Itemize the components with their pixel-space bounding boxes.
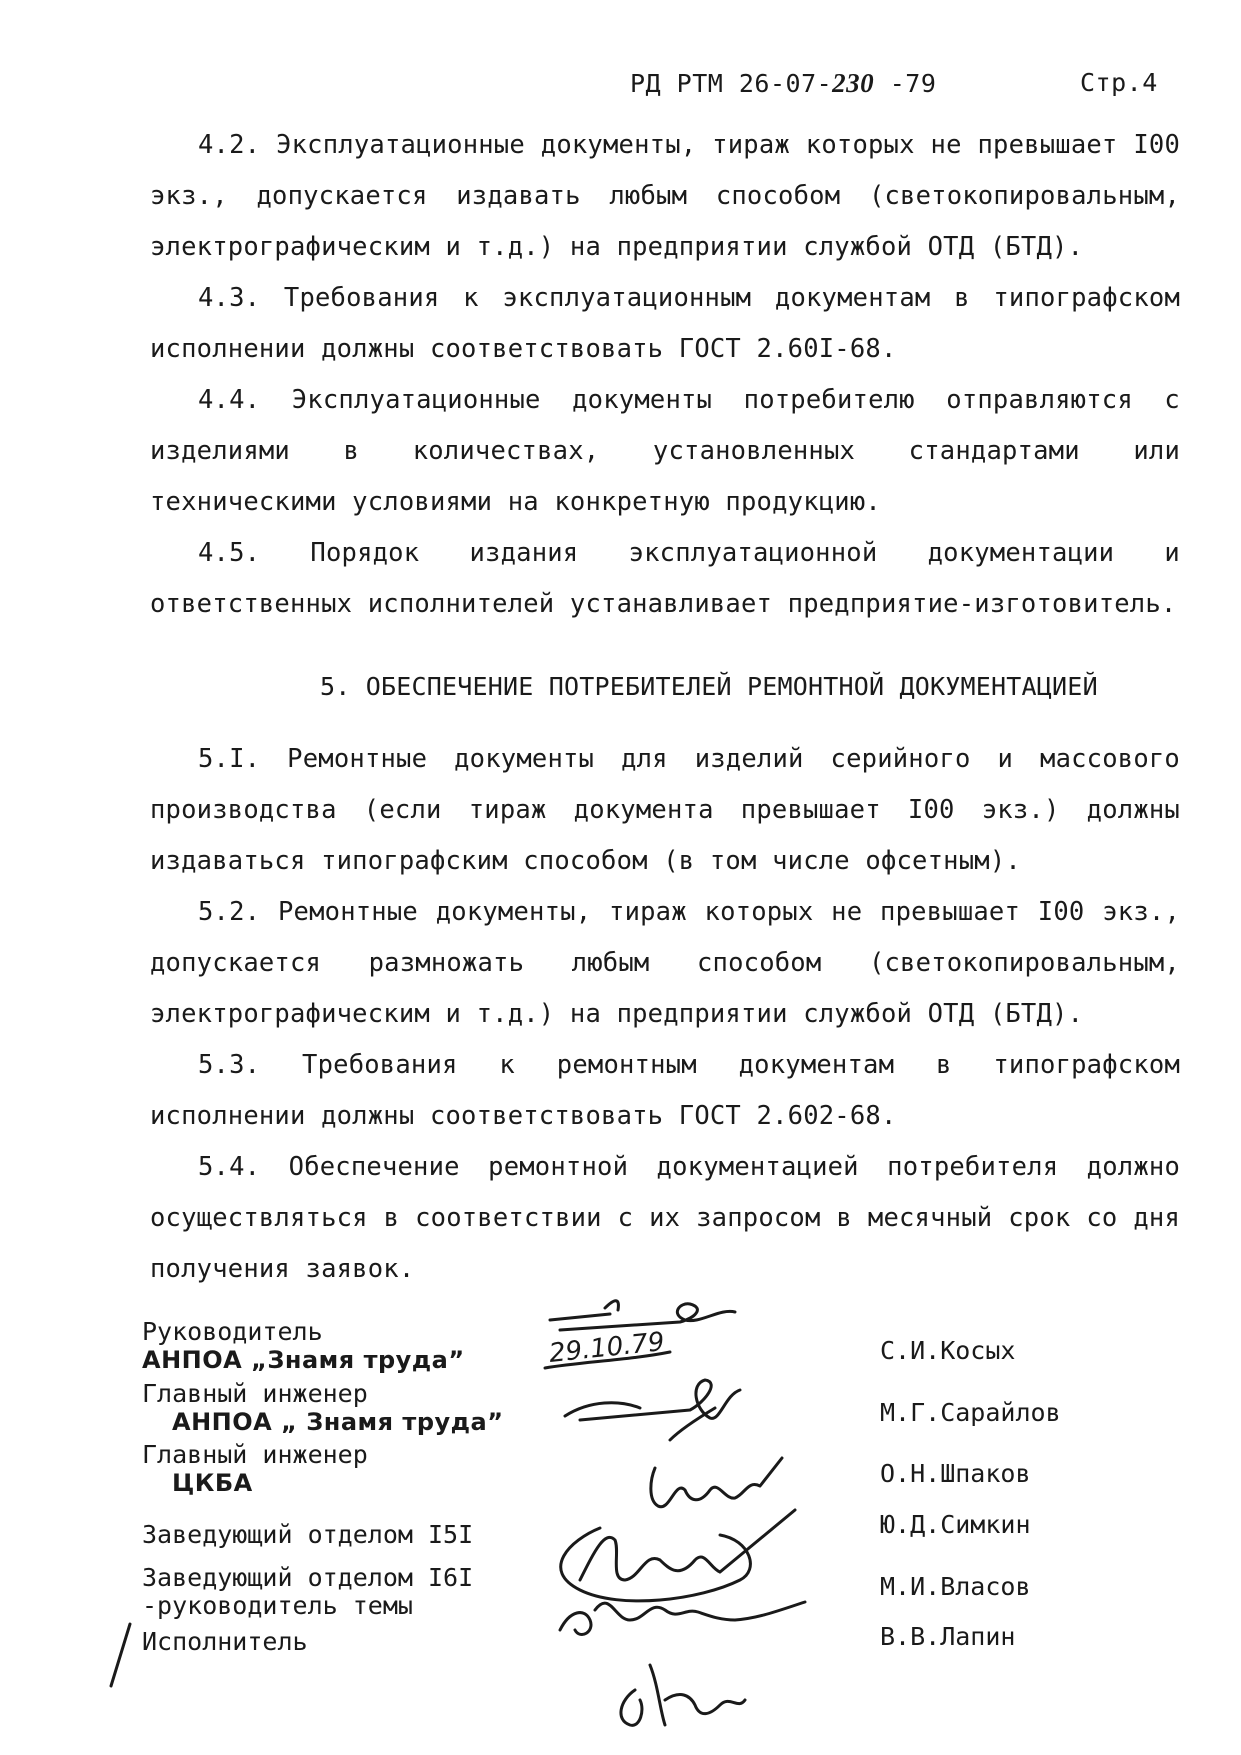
signature-date: 29.10.79: [547, 1327, 666, 1369]
signatory-1-name: С.И.Косых: [880, 1336, 1016, 1365]
margin-mark: [105, 1620, 135, 1690]
signatory-2-name: М.Г.Сарайлов: [880, 1398, 1061, 1427]
paragraph-5-1: 5.I. Ремонтные документы для изделий серийного и массового производства (если тираж документа превышает I00 экз.) должны издаваться типографским способом (в том числе офсетным).: [150, 744, 1180, 876]
signatory-4-name: Ю.Д.Симкин: [880, 1510, 1031, 1539]
paragraph-4-2: 4.2. Эксплуатационные документы, тираж которых не превышает I00 экз., допускается издавать любым способом (светокопировальным, электрографическим и т.д.) на предприятии службой ОТД (БТД).: [150, 130, 1180, 262]
signatory-2-title: Главный инженер АНПОА „ Знамя труда”: [142, 1379, 504, 1436]
document-code: РД РТМ 26-07-230 -79: [630, 68, 937, 98]
signatory-6-name: В.В.Лапин: [880, 1622, 1016, 1651]
signatory-5-title: Заведующий отделом I6I -руководитель темы: [142, 1563, 474, 1620]
paragraph-5-4: 5.4. Обеспечение ремонтной документацией потребителя должно осуществляться в соответствии с их запросом в месячный срок со дня получения заявок.: [150, 1152, 1180, 1284]
handwritten-signatures: [520, 1290, 860, 1730]
section-4-body: [150, 120, 1180, 630]
page-number: Стр.4: [1080, 68, 1158, 97]
signatory-6-title: Исполнитель: [142, 1627, 308, 1656]
signatory-1-title: Руководитель АНПОА „Знамя труда”: [142, 1317, 465, 1374]
paragraph-4-5: 4.5. Порядок издания эксплуатационной документации и ответственных исполнителей устанавливает предприятие-изготовитель.: [150, 538, 1180, 619]
section-5-title: 5. ОБЕСПЕЧЕНИЕ ПОТРЕБИТЕЛЕЙ РЕМОНТНОЙ ДОКУМЕНТАЦИЕЙ: [320, 672, 1098, 701]
signatory-3-name: О.Н.Шпаков: [880, 1459, 1031, 1488]
signatory-3-title: Главный инженер ЦКБА: [142, 1440, 368, 1497]
section-5-body: [150, 734, 1180, 1295]
paragraph-4-4: 4.4. Эксплуатационные документы потребителю отправляются с изделиями в количествах, установленных стандартами или техническими условиями на конкретную продукцию.: [150, 385, 1180, 517]
paragraph-5-3: 5.3. Требования к ремонтным документам в типографском исполнении должны соответствовать ГОСТ 2.602-68.: [150, 1050, 1180, 1131]
signatory-5-name: М.И.Власов: [880, 1572, 1031, 1601]
paragraph-5-2: 5.2. Ремонтные документы, тираж которых не превышает I00 экз., допускается размножать любым способом (светокопировальным, электрографическим и т.д.) на предприятии службой ОТД (БТД).: [150, 897, 1180, 1029]
signatory-4-title: Заведующий отделом I5I: [142, 1520, 474, 1549]
paragraph-4-3: 4.3. Требования к эксплуатационным документам в типографском исполнении должны соответствовать ГОСТ 2.60I-68.: [150, 283, 1180, 364]
